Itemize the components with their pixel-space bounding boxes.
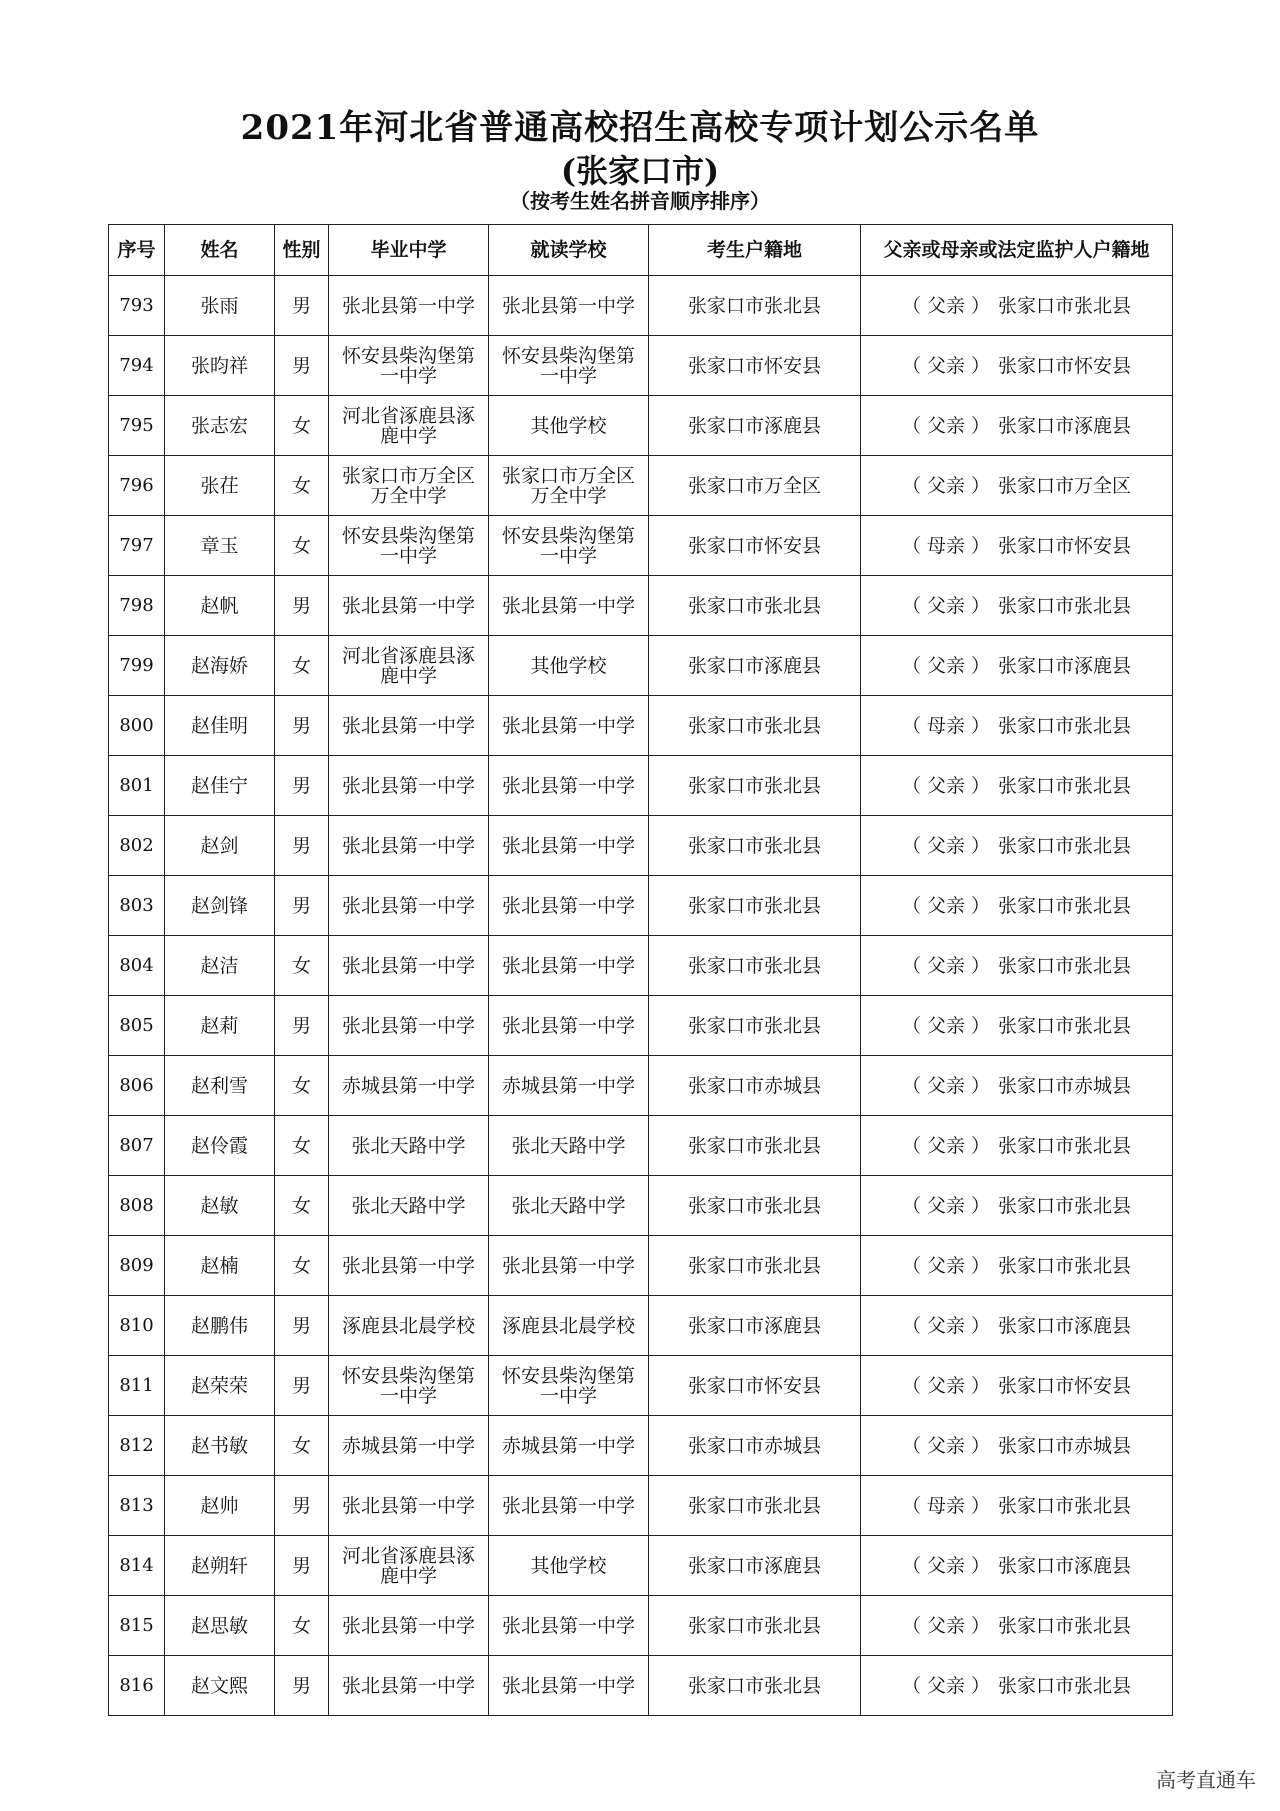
cell-no: 796 xyxy=(109,456,165,516)
guardian-relation-label: 父亲 xyxy=(926,294,965,317)
page-title: 2021年河北省普通高校招生高校专项计划公示名单 xyxy=(240,108,1040,148)
cell-hukou: 张家口市万全区 xyxy=(649,456,861,516)
guardian-hukou-value: 张家口市张北县 xyxy=(997,294,1131,317)
cell-no: 810 xyxy=(109,1296,165,1356)
cell-name: 赵伶霞 xyxy=(165,1116,275,1176)
cell-no: 805 xyxy=(109,996,165,1056)
city-subtitle: (张家口市) xyxy=(560,152,720,190)
guardian-relation: （ 父亲 ） xyxy=(901,1194,990,1217)
cell-guardian-hukou xyxy=(861,816,1173,876)
table-row xyxy=(109,696,1173,756)
cell-current-school: 张北县第一中学 xyxy=(489,1236,649,1296)
guardian-relation-label: 父亲 xyxy=(926,414,965,437)
guardian-hukou-value: 张家口市张北县 xyxy=(997,774,1131,797)
guardian-relation-label: 父亲 xyxy=(926,1314,965,1337)
guardian-hukou-value: 张家口市张北县 xyxy=(997,894,1131,917)
cell-current-school: 张北县第一中学 xyxy=(489,1596,649,1656)
guardian-relation: （ 父亲 ） xyxy=(901,414,990,437)
cell-guardian-hukou xyxy=(861,1236,1173,1296)
guardian-hukou-value: 张家口市张北县 xyxy=(997,1134,1131,1157)
cell-current-school: 张北县第一中学 xyxy=(489,276,649,336)
cell-no: 804 xyxy=(109,936,165,996)
guardian-relation: （ 父亲 ） xyxy=(901,1674,990,1697)
cell-sex: 女 xyxy=(275,1056,329,1116)
table-row xyxy=(109,1476,1173,1536)
cell-no: 797 xyxy=(109,516,165,576)
cell-name: 赵佳宁 xyxy=(165,756,275,816)
guardian-relation-label: 父亲 xyxy=(926,1374,965,1397)
guardian-relation-label: 父亲 xyxy=(926,834,965,857)
cell-grad-school: 张北县第一中学 xyxy=(329,696,489,756)
cell-no: 812 xyxy=(109,1416,165,1476)
guardian-hukou-value: 张家口市赤城县 xyxy=(997,1074,1131,1097)
cell-grad-school: 张北县第一中学 xyxy=(329,756,489,816)
cell-current-school: 张北天路中学 xyxy=(489,1176,649,1236)
cell-guardian-hukou xyxy=(861,336,1173,396)
guardian-relation: （ 父亲 ） xyxy=(901,1014,990,1037)
cell-sex: 男 xyxy=(275,1356,329,1416)
cell-name: 张雨 xyxy=(165,276,275,336)
guardian-relation-label: 父亲 xyxy=(926,1134,965,1157)
cell-current-school: 其他学校 xyxy=(489,396,649,456)
cell-grad-school: 赤城县第一中学 xyxy=(329,1056,489,1116)
guardian-relation: （ 父亲 ） xyxy=(901,474,990,497)
cell-sex: 男 xyxy=(275,1476,329,1536)
table-row xyxy=(109,1536,1173,1596)
cell-sex: 女 xyxy=(275,1176,329,1236)
cell-grad-school: 张北天路中学 xyxy=(329,1116,489,1176)
cell-sex: 女 xyxy=(275,456,329,516)
cell-hukou: 张家口市张北县 xyxy=(649,1476,861,1536)
guardian-relation-label: 母亲 xyxy=(926,1494,965,1517)
table-row xyxy=(109,756,1173,816)
cell-current-school: 赤城县第一中学 xyxy=(489,1416,649,1476)
cell-guardian-hukou xyxy=(861,1536,1173,1596)
guardian-relation: （ 母亲 ） xyxy=(901,714,990,737)
table-row xyxy=(109,1416,1173,1476)
cell-current-school: 张北县第一中学 xyxy=(489,936,649,996)
watermark: 高考直通车 xyxy=(1156,1768,1256,1792)
cell-hukou: 张家口市张北县 xyxy=(649,756,861,816)
cell-hukou: 张家口市赤城县 xyxy=(649,1056,861,1116)
cell-grad-school: 张北县第一中学 xyxy=(329,876,489,936)
cell-hukou: 张家口市张北县 xyxy=(649,1656,861,1716)
cell-grad-school: 涿鹿县北晨学校 xyxy=(329,1296,489,1356)
cell-guardian-hukou xyxy=(861,1416,1173,1476)
cell-name: 赵楠 xyxy=(165,1236,275,1296)
cell-no: 802 xyxy=(109,816,165,876)
cell-sex: 男 xyxy=(275,276,329,336)
cell-current-school: 其他学校 xyxy=(489,636,649,696)
cell-name: 张昀祥 xyxy=(165,336,275,396)
table-row xyxy=(109,1596,1173,1656)
col-header-no: 序号 xyxy=(109,225,165,276)
guardian-relation: （ 父亲 ） xyxy=(901,1074,990,1097)
table-row xyxy=(109,1356,1173,1416)
guardian-relation: （ 父亲 ） xyxy=(901,594,990,617)
cell-sex: 女 xyxy=(275,516,329,576)
cell-name: 赵思敏 xyxy=(165,1596,275,1656)
cell-grad-school: 河北省涿鹿县涿鹿中学 xyxy=(329,1536,489,1596)
cell-grad-school: 张北县第一中学 xyxy=(329,936,489,996)
cell-current-school: 涿鹿县北晨学校 xyxy=(489,1296,649,1356)
cell-grad-school: 张北县第一中学 xyxy=(329,276,489,336)
table-row xyxy=(109,1236,1173,1296)
table-row xyxy=(109,1176,1173,1236)
guardian-hukou-value: 张家口市张北县 xyxy=(997,1674,1131,1697)
table-row xyxy=(109,516,1173,576)
guardian-relation-label: 父亲 xyxy=(926,894,965,917)
cell-no: 794 xyxy=(109,336,165,396)
cell-grad-school: 怀安县柴沟堡第一中学 xyxy=(329,1356,489,1416)
table-row xyxy=(109,1296,1173,1356)
cell-name: 赵帆 xyxy=(165,576,275,636)
cell-grad-school: 张北县第一中学 xyxy=(329,576,489,636)
cell-no: 799 xyxy=(109,636,165,696)
cell-name: 章玉 xyxy=(165,516,275,576)
cell-guardian-hukou xyxy=(861,936,1173,996)
guardian-hukou-value: 张家口市怀安县 xyxy=(997,534,1131,557)
cell-name: 赵文熙 xyxy=(165,1656,275,1716)
cell-name: 赵利雪 xyxy=(165,1056,275,1116)
cell-hukou: 张家口市怀安县 xyxy=(649,516,861,576)
col-header-current-school: 就读学校 xyxy=(489,225,649,276)
cell-sex: 男 xyxy=(275,696,329,756)
cell-grad-school: 张北县第一中学 xyxy=(329,996,489,1056)
guardian-hukou-value: 张家口市张北县 xyxy=(997,834,1131,857)
col-header-guardian-hukou: 父亲或母亲或法定监护人户籍地 xyxy=(861,225,1173,276)
cell-current-school: 张北县第一中学 xyxy=(489,876,649,936)
cell-name: 赵剑 xyxy=(165,816,275,876)
cell-hukou: 张家口市涿鹿县 xyxy=(649,396,861,456)
cell-current-school: 张北县第一中学 xyxy=(489,1476,649,1536)
cell-grad-school: 赤城县第一中学 xyxy=(329,1416,489,1476)
cell-sex: 女 xyxy=(275,1236,329,1296)
cell-hukou: 张家口市张北县 xyxy=(649,876,861,936)
guardian-relation-label: 父亲 xyxy=(926,474,965,497)
table-row xyxy=(109,336,1173,396)
cell-sex: 男 xyxy=(275,816,329,876)
guardian-relation-label: 母亲 xyxy=(926,714,965,737)
table-row xyxy=(109,876,1173,936)
cell-hukou: 张家口市张北县 xyxy=(649,936,861,996)
cell-sex: 男 xyxy=(275,876,329,936)
cell-name: 赵莉 xyxy=(165,996,275,1056)
cell-current-school: 张北天路中学 xyxy=(489,1116,649,1176)
cell-current-school: 张北县第一中学 xyxy=(489,1656,649,1716)
guardian-relation-label: 父亲 xyxy=(926,1554,965,1577)
cell-sex: 女 xyxy=(275,1416,329,1476)
guardian-hukou-value: 张家口市张北县 xyxy=(997,1614,1131,1637)
cell-guardian-hukou xyxy=(861,876,1173,936)
cell-no: 815 xyxy=(109,1596,165,1656)
table-row xyxy=(109,636,1173,696)
cell-guardian-hukou xyxy=(861,1116,1173,1176)
cell-grad-school: 张家口市万全区万全中学 xyxy=(329,456,489,516)
guardian-relation-label: 父亲 xyxy=(926,954,965,977)
guardian-relation: （ 父亲 ） xyxy=(901,1374,990,1397)
cell-grad-school: 张北县第一中学 xyxy=(329,1596,489,1656)
guardian-hukou-value: 张家口市涿鹿县 xyxy=(997,414,1131,437)
cell-grad-school: 怀安县柴沟堡第一中学 xyxy=(329,336,489,396)
guardian-relation-label: 父亲 xyxy=(926,1074,965,1097)
cell-guardian-hukou xyxy=(861,1656,1173,1716)
cell-name: 赵鹏伟 xyxy=(165,1296,275,1356)
cell-no: 813 xyxy=(109,1476,165,1536)
cell-grad-school: 怀安县柴沟堡第一中学 xyxy=(329,516,489,576)
cell-guardian-hukou xyxy=(861,1296,1173,1356)
cell-sex: 男 xyxy=(275,576,329,636)
cell-hukou: 张家口市张北县 xyxy=(649,996,861,1056)
cell-name: 赵海娇 xyxy=(165,636,275,696)
cell-name: 张茌 xyxy=(165,456,275,516)
cell-name: 张志宏 xyxy=(165,396,275,456)
roster-table xyxy=(108,224,1173,1716)
cell-current-school: 赤城县第一中学 xyxy=(489,1056,649,1116)
cell-guardian-hukou xyxy=(861,696,1173,756)
cell-no: 809 xyxy=(109,1236,165,1296)
cell-guardian-hukou xyxy=(861,996,1173,1056)
guardian-relation: （ 父亲 ） xyxy=(901,1314,990,1337)
cell-guardian-hukou xyxy=(861,276,1173,336)
cell-guardian-hukou xyxy=(861,756,1173,816)
cell-sex: 男 xyxy=(275,1656,329,1716)
guardian-relation-label: 父亲 xyxy=(926,654,965,677)
cell-guardian-hukou xyxy=(861,636,1173,696)
cell-sex: 女 xyxy=(275,636,329,696)
cell-no: 801 xyxy=(109,756,165,816)
guardian-relation: （ 父亲 ） xyxy=(901,1434,990,1457)
cell-sex: 女 xyxy=(275,396,329,456)
cell-no: 803 xyxy=(109,876,165,936)
cell-hukou: 张家口市张北县 xyxy=(649,1236,861,1296)
header-row xyxy=(109,225,1173,276)
cell-guardian-hukou xyxy=(861,576,1173,636)
cell-current-school: 张北县第一中学 xyxy=(489,576,649,636)
guardian-relation: （ 父亲 ） xyxy=(901,1554,990,1577)
cell-no: 793 xyxy=(109,276,165,336)
cell-name: 赵朔轩 xyxy=(165,1536,275,1596)
cell-sex: 男 xyxy=(275,1536,329,1596)
cell-current-school: 张北县第一中学 xyxy=(489,996,649,1056)
cell-hukou: 张家口市涿鹿县 xyxy=(649,1296,861,1356)
guardian-relation: （ 父亲 ） xyxy=(901,1134,990,1157)
cell-guardian-hukou xyxy=(861,1176,1173,1236)
guardian-relation: （ 父亲 ） xyxy=(901,894,990,917)
guardian-relation: （ 父亲 ） xyxy=(901,654,990,677)
cell-name: 赵荣荣 xyxy=(165,1356,275,1416)
guardian-relation-label: 父亲 xyxy=(926,774,965,797)
guardian-relation-label: 父亲 xyxy=(926,1254,965,1277)
cell-sex: 男 xyxy=(275,1296,329,1356)
cell-grad-school: 张北县第一中学 xyxy=(329,1656,489,1716)
col-header-sex: 性别 xyxy=(275,225,329,276)
cell-current-school: 怀安县柴沟堡第一中学 xyxy=(489,516,649,576)
cell-hukou: 张家口市赤城县 xyxy=(649,1416,861,1476)
cell-no: 800 xyxy=(109,696,165,756)
cell-no: 808 xyxy=(109,1176,165,1236)
cell-guardian-hukou xyxy=(861,1056,1173,1116)
cell-guardian-hukou xyxy=(861,516,1173,576)
cell-hukou: 张家口市张北县 xyxy=(649,696,861,756)
table-row xyxy=(109,276,1173,336)
col-header-hukou: 考生户籍地 xyxy=(649,225,861,276)
cell-grad-school: 张北天路中学 xyxy=(329,1176,489,1236)
guardian-relation-label: 母亲 xyxy=(926,534,965,557)
guardian-relation-label: 父亲 xyxy=(926,1194,965,1217)
table-row xyxy=(109,456,1173,516)
guardian-relation: （ 母亲 ） xyxy=(901,534,990,557)
cell-grad-school: 河北省涿鹿县涿鹿中学 xyxy=(329,636,489,696)
guardian-relation: （ 父亲 ） xyxy=(901,834,990,857)
guardian-hukou-value: 张家口市张北县 xyxy=(997,594,1131,617)
cell-hukou: 张家口市怀安县 xyxy=(649,336,861,396)
cell-hukou: 张家口市张北县 xyxy=(649,1176,861,1236)
guardian-relation: （ 父亲 ） xyxy=(901,354,990,377)
cell-hukou: 张家口市涿鹿县 xyxy=(649,636,861,696)
guardian-relation: （ 父亲 ） xyxy=(901,774,990,797)
table-row xyxy=(109,1656,1173,1716)
cell-no: 816 xyxy=(109,1656,165,1716)
cell-no: 807 xyxy=(109,1116,165,1176)
cell-guardian-hukou xyxy=(861,1476,1173,1536)
guardian-relation-label: 父亲 xyxy=(926,594,965,617)
guardian-relation-label: 父亲 xyxy=(926,354,965,377)
guardian-hukou-value: 张家口市怀安县 xyxy=(997,1374,1131,1397)
cell-name: 赵书敏 xyxy=(165,1416,275,1476)
cell-sex: 男 xyxy=(275,756,329,816)
guardian-hukou-value: 张家口市赤城县 xyxy=(997,1434,1131,1457)
cell-grad-school: 张北县第一中学 xyxy=(329,1476,489,1536)
guardian-relation: （ 父亲 ） xyxy=(901,954,990,977)
cell-sex: 男 xyxy=(275,996,329,1056)
cell-grad-school: 张北县第一中学 xyxy=(329,816,489,876)
cell-no: 814 xyxy=(109,1536,165,1596)
guardian-hukou-value: 张家口市万全区 xyxy=(997,474,1131,497)
cell-no: 811 xyxy=(109,1356,165,1416)
guardian-hukou-value: 张家口市张北县 xyxy=(997,954,1131,977)
guardian-hukou-value: 张家口市张北县 xyxy=(997,714,1131,737)
guardian-hukou-value: 张家口市怀安县 xyxy=(997,354,1131,377)
guardian-hukou-value: 张家口市张北县 xyxy=(997,1494,1131,1517)
sort-note: （按考生姓名拼音顺序排序） xyxy=(510,189,770,213)
guardian-hukou-value: 张家口市张北县 xyxy=(997,1194,1131,1217)
guardian-relation-label: 父亲 xyxy=(926,1434,965,1457)
cell-sex: 女 xyxy=(275,936,329,996)
cell-current-school: 怀安县柴沟堡第一中学 xyxy=(489,336,649,396)
cell-current-school: 怀安县柴沟堡第一中学 xyxy=(489,1356,649,1416)
cell-current-school: 其他学校 xyxy=(489,1536,649,1596)
cell-current-school: 张家口市万全区万全中学 xyxy=(489,456,649,516)
cell-name: 赵敏 xyxy=(165,1176,275,1236)
guardian-relation: （ 母亲 ） xyxy=(901,1494,990,1517)
cell-no: 798 xyxy=(109,576,165,636)
cell-hukou: 张家口市张北县 xyxy=(649,1596,861,1656)
cell-hukou: 张家口市涿鹿县 xyxy=(649,1536,861,1596)
cell-hukou: 张家口市张北县 xyxy=(649,276,861,336)
guardian-relation-label: 父亲 xyxy=(926,1674,965,1697)
guardian-hukou-value: 张家口市涿鹿县 xyxy=(997,1314,1131,1337)
cell-current-school: 张北县第一中学 xyxy=(489,696,649,756)
guardian-relation-label: 父亲 xyxy=(926,1614,965,1637)
cell-guardian-hukou xyxy=(861,396,1173,456)
cell-grad-school: 河北省涿鹿县涿鹿中学 xyxy=(329,396,489,456)
table-row xyxy=(109,816,1173,876)
cell-sex: 女 xyxy=(275,1596,329,1656)
cell-name: 赵佳明 xyxy=(165,696,275,756)
guardian-hukou-value: 张家口市张北县 xyxy=(997,1254,1131,1277)
cell-name: 赵洁 xyxy=(165,936,275,996)
cell-hukou: 张家口市张北县 xyxy=(649,816,861,876)
table-row xyxy=(109,396,1173,456)
cell-guardian-hukou xyxy=(861,1596,1173,1656)
table-row xyxy=(109,1116,1173,1176)
cell-current-school: 张北县第一中学 xyxy=(489,756,649,816)
cell-grad-school: 张北县第一中学 xyxy=(329,1236,489,1296)
guardian-relation-label: 父亲 xyxy=(926,1014,965,1037)
cell-hukou: 张家口市张北县 xyxy=(649,1116,861,1176)
table-row xyxy=(109,1056,1173,1116)
cell-guardian-hukou xyxy=(861,1356,1173,1416)
guardian-hukou-value: 张家口市涿鹿县 xyxy=(997,1554,1131,1577)
table-row xyxy=(109,936,1173,996)
guardian-relation: （ 父亲 ） xyxy=(901,294,990,317)
cell-hukou: 张家口市怀安县 xyxy=(649,1356,861,1416)
guardian-hukou-value: 张家口市涿鹿县 xyxy=(997,654,1131,677)
table-row xyxy=(109,996,1173,1056)
cell-current-school: 张北县第一中学 xyxy=(489,816,649,876)
cell-no: 806 xyxy=(109,1056,165,1116)
cell-sex: 女 xyxy=(275,1116,329,1176)
guardian-relation: （ 父亲 ） xyxy=(901,1254,990,1277)
col-header-name: 姓名 xyxy=(165,225,275,276)
guardian-relation: （ 父亲 ） xyxy=(901,1614,990,1637)
cell-no: 795 xyxy=(109,396,165,456)
cell-name: 赵帅 xyxy=(165,1476,275,1536)
cell-sex: 男 xyxy=(275,336,329,396)
cell-name: 赵剑锋 xyxy=(165,876,275,936)
col-header-grad-school: 毕业中学 xyxy=(329,225,489,276)
table-row xyxy=(109,576,1173,636)
cell-hukou: 张家口市张北县 xyxy=(649,576,861,636)
cell-guardian-hukou xyxy=(861,456,1173,516)
guardian-hukou-value: 张家口市张北县 xyxy=(997,1014,1131,1037)
